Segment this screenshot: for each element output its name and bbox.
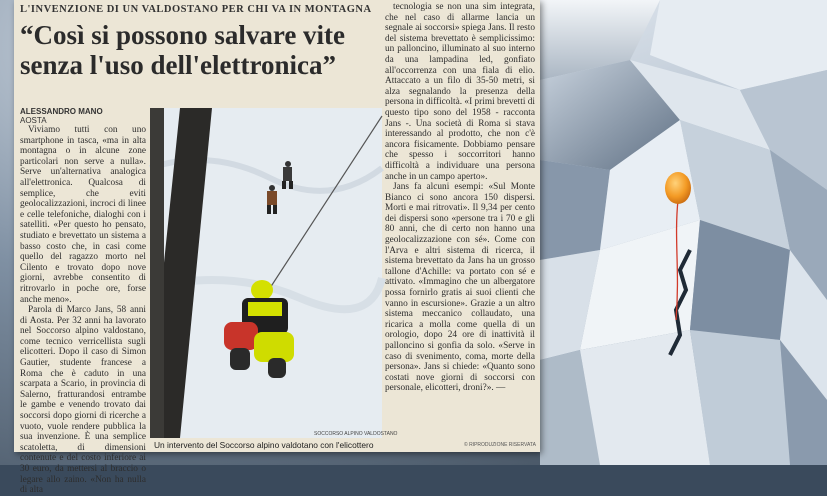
photo-credit: SOCCORSO ALPINO VALDOSTANO (314, 431, 398, 437)
article-column-2 (385, 2, 535, 442)
article-byline (20, 107, 150, 125)
paragraph: Viviamo tutti con uno smartphone in tasca, «ma in alta montagna o in alcune zone particolari non serve a nulla». Serve un'alternativa analogica all'elettronica. Qualcosa di semplice, che eviti geolocalizzazioni, incroci di linee e celle telefoniche, dialoghi con i satelliti. «Per questo ho pensato, studiato e brevettato un sistema a basso costo che, in casi come quello del ragazzo morto nel Cilento e trovato dopo nove giorni, avrebbe consentito di ritrovarlo in poche ore, forse anche meno». (20, 125, 146, 305)
author-name: ALESSANDRO MANO (20, 107, 103, 116)
photo-caption: Un intervento del Soccorso alpino valdotano con l'elicottero (154, 440, 374, 450)
glacier-illustration (540, 0, 827, 465)
author-city: AOSTA (20, 116, 47, 125)
newspaper-clipping (14, 0, 540, 496)
article-kicker: L'INVENZIONE DI UN VALDOSTANO PER CHI VA IN MONTAGNA (20, 4, 372, 15)
paragraph: Jans fa alcuni esempi: «Sul Monte Bianco ci sono ancora 150 dispersi. Morti e mai ritrovati». Il 9,34 per cento dei dispersi sono «persone tra i 70 e gli 80 anni, che di certo non hanno una geolocalizzazione con sé». Come con l'Arva e altri sistema di ricerca, il sistema brevettato da Jans ha un grosso tallone d'Achille: va portato con sé e attivato. «Immagino che un albergatore possa fornirlo gratis ai suoi clienti che vanno in escursione». Grazie a un altro sistema meccanico collaudato, una ricarica a molla come quella di un orologio, dopo 24 ore di inattività il palloncino si gonfia da solo. «Serve in caso di svenimento, coma, morte della persona». Jans si chiede: «Quanto sono costati nove giorni di soccorsi con personale, elicotteri, droni?». — (385, 182, 535, 394)
rescue-photo (150, 108, 398, 438)
article-column-1 (20, 125, 146, 496)
article-headline: “Così si possono salvare vite senza l'uso dell'elettronica” (20, 20, 346, 80)
balloon-icon (665, 172, 691, 204)
paragraph: tecnologia se non una sim integrata, che nel caso di allarme lancia un segnale ai soccorsi» spiega Jans. Il resto del sistema brevettato è semplicissimo: un palloncino, illuminato al suo interno da una lampadina led, gonfiato all'occorrenza con una fiala di elio. Attaccato a un filo di 35-50 metri, si alza segnalando la presenza della persona in difficoltà. «I primi brevetti di questo tipo sono del 1958 - racconta Jans -. Una società di Roma si stava interessando al prodotto, che non c'è ancora fisicamente. Dobbiamo pensare che spesso i soccorritori hanno difficoltà a individuare una persona anche in un campo aperto». (385, 2, 535, 182)
copyright-notice: © RIPRODUZIONE RISERVATA (464, 442, 536, 448)
helicopter-rescue-illustration (150, 108, 398, 438)
glacier-photo (540, 0, 827, 465)
paragraph: Parola di Marco Jans, 58 anni di Aosta. Per 32 anni ha lavorato nel Soccorso alpino valdostano, come tecnico verricellista sugli elicotteri. Dopo il caso di Simon Gautier, studente francese a Roma che è caduto in una scarpata a Scario, in provincia di Salerno, fratturandosi entrambe le gambe e venendo trovato dai soccorsi dopo giorni di ricerche a vuoto, vuole rendere pubblica la sua invenzione. È una semplice scatoletta, di dimensioni contenute e del costo inferiore ai 30 euro, da mettersi al braccio o legare allo zaino. «Non ha nulla di alta (20, 305, 146, 496)
